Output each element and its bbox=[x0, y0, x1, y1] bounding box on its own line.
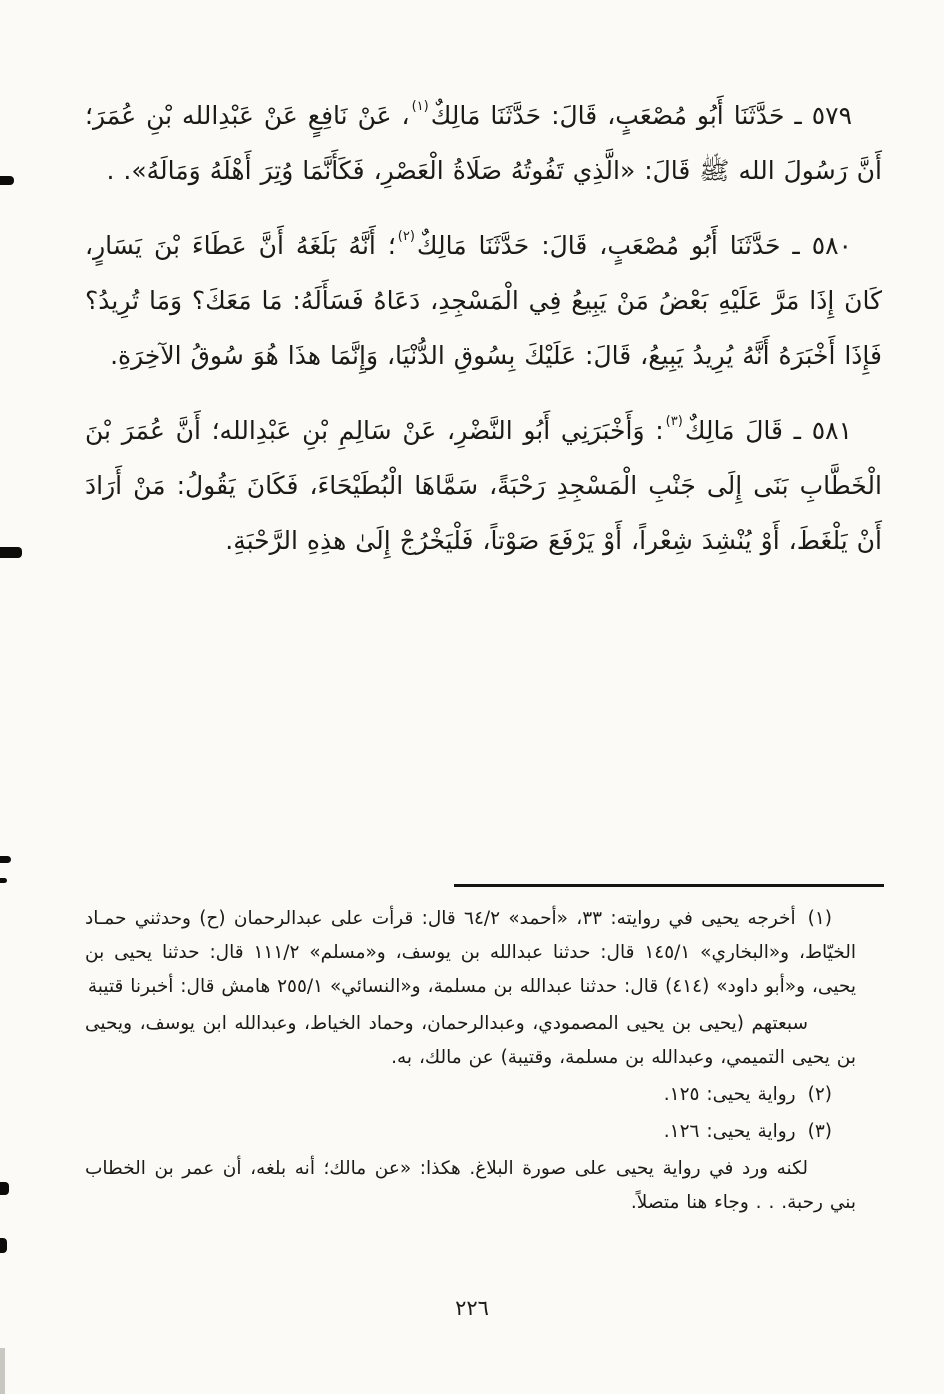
hadith-paragraph bbox=[85, 403, 882, 568]
scan-smudge bbox=[0, 1348, 5, 1394]
hadith-text: ؛ أَنَّهُ بَلَغَهُ أَنَّ عَطَاءَ بْنَ يَسَارٍ، كَانَ إِذَا مَرَّ عَلَيْهِ بَعْضُ مَنْ يَبِيعُ فِي الْمَسْجِدِ، دَعَاهُ فَسَأَلَهُ: مَا مَعَكَ؟ وَمَا تُرِيدُ؟ فَإِذَا أَخْبَرَهُ أَنَّهُ يُرِيدُ يَبِيعُ، قَالَ: عَلَيْكَ بِسُوقِ الدُّنْيَا، وَإِنَّمَا هذَا هُوَ سُوقُ الآخِرَةِ. bbox=[85, 231, 882, 370]
scan-artifact-mark bbox=[0, 1182, 9, 1195]
footnotes-block bbox=[85, 902, 856, 1223]
hadith-paragraph bbox=[85, 88, 882, 198]
footnote-continuation bbox=[85, 1152, 856, 1220]
scan-artifact-mark bbox=[0, 856, 11, 863]
footnote-item bbox=[85, 1115, 856, 1149]
page-number: ٢٢٦ bbox=[455, 1296, 489, 1320]
footnote-reference-marker: (٣) bbox=[665, 414, 683, 429]
footnote-number: (٢) bbox=[807, 1084, 832, 1105]
scan-artifact-mark bbox=[0, 878, 7, 883]
footnote-separator-line bbox=[454, 884, 884, 887]
footnote-item bbox=[85, 1078, 856, 1112]
hadith-text: : وَأَخْبَرَنِي أَبُو النَّضْرِ، عَنْ سَالِمِ بْنِ عَبْدِالله؛ أَنَّ عُمَرَ بْنَ الْخَطَّابِ بَنَى إِلَى جَنْبِ الْمَسْجِدِ رَحْبَةً، سَمَّاهَا الْبُطَيْحَاءَ، فَكَانَ يَقُولُ: مَنْ أَرَادَ أَنْ يَلْغَطَ، أَوْ يُنْشِدَ شِعْراً، أَوْ يَرْفَعَ صَوْتاً، فَلْيَخْرُجْ إِلَىٰ هذِهِ الرَّحْبَةِ. bbox=[85, 416, 882, 555]
hadith-text-block bbox=[85, 88, 882, 588]
footnote-number: (٣) bbox=[807, 1121, 832, 1142]
footnote-text: رواية يحيى: ١٢٥. bbox=[663, 1084, 796, 1105]
scan-artifact-mark bbox=[0, 176, 14, 185]
hadith-number: ٥٧٩ ـ bbox=[784, 101, 853, 130]
footnote-continuation bbox=[85, 1007, 856, 1075]
footnote-text: سبعتهم (يحيى بن يحيى المصمودي، وعبدالرحمان، وحماد الخياط، وعبدالله ابن يوسف، ويحيى بن يحيى التميمي، وعبدالله بن مسلمة، وقتيبة) عن مالك، به. bbox=[85, 1013, 856, 1068]
hadith-text: حَدَّثَنَا أَبُو مُصْعَبٍ، قَالَ: حَدَّثَنَا مَالِكٌ bbox=[416, 231, 781, 260]
scan-artifact-mark bbox=[0, 1238, 7, 1253]
hadith-text: ، عَنْ نَافِعٍ عَنْ عَبْدِالله بْنِ عُمَرَ؛ أَنَّ رَسُولَ الله ﷺ قَالَ: «الَّذِي تَفُوتُهُ صَلَاةُ الْعَصْرِ، فَكَأَنَّمَا وُتِرَ أَهْلَهُ وَمَالَهُ». . bbox=[85, 101, 882, 185]
scan-artifact-mark bbox=[0, 547, 22, 558]
footnote-reference-marker: (١) bbox=[411, 99, 429, 114]
hadith-text: قَالَ مَالِكٌ bbox=[684, 416, 783, 445]
footnote-text: أخرجه يحيى في روايته: ٣٣، «أحمد» ٦٤/٢ قال: قرأت على عبدالرحمان (ح) وحدثني حمـاد الخيّاط، و«البخاري» ١٤٥/١ قال: حدثنا عبدالله بن يوسف، و«مسلم» ١١١/٢ قال: حدثنا يحيى بن يحيى، و«أبو داود» (٤١٤) قال: حدثنا عبدالله بن مسلمة، و«النسائي» ٢٥٥/١ هامش قال: أخبرنا قتيبة bbox=[85, 908, 856, 997]
footnote-number: (١) bbox=[807, 908, 832, 929]
footnote-text: رواية يحيى: ١٢٦. bbox=[663, 1121, 796, 1142]
footnote-item bbox=[85, 902, 856, 1004]
hadith-number: ٥٨٠ ـ bbox=[780, 231, 852, 260]
hadith-number: ٥٨١ ـ bbox=[782, 416, 853, 445]
footnote-text: لكنه ورد في رواية يحيى على صورة البلاغ. هكذا: «عن مالك؛ أنه بلغه، أن عمر بن الخطاب بني رحبة. . . وجاء هنا متصلاً. bbox=[85, 1158, 856, 1213]
hadith-paragraph bbox=[85, 218, 882, 383]
hadith-text: حَدَّثَنَا أَبُو مُصْعَبٍ، قَالَ: حَدَّثَنَا مَالِكٌ bbox=[430, 101, 785, 130]
footnote-reference-marker: (٢) bbox=[397, 229, 415, 244]
